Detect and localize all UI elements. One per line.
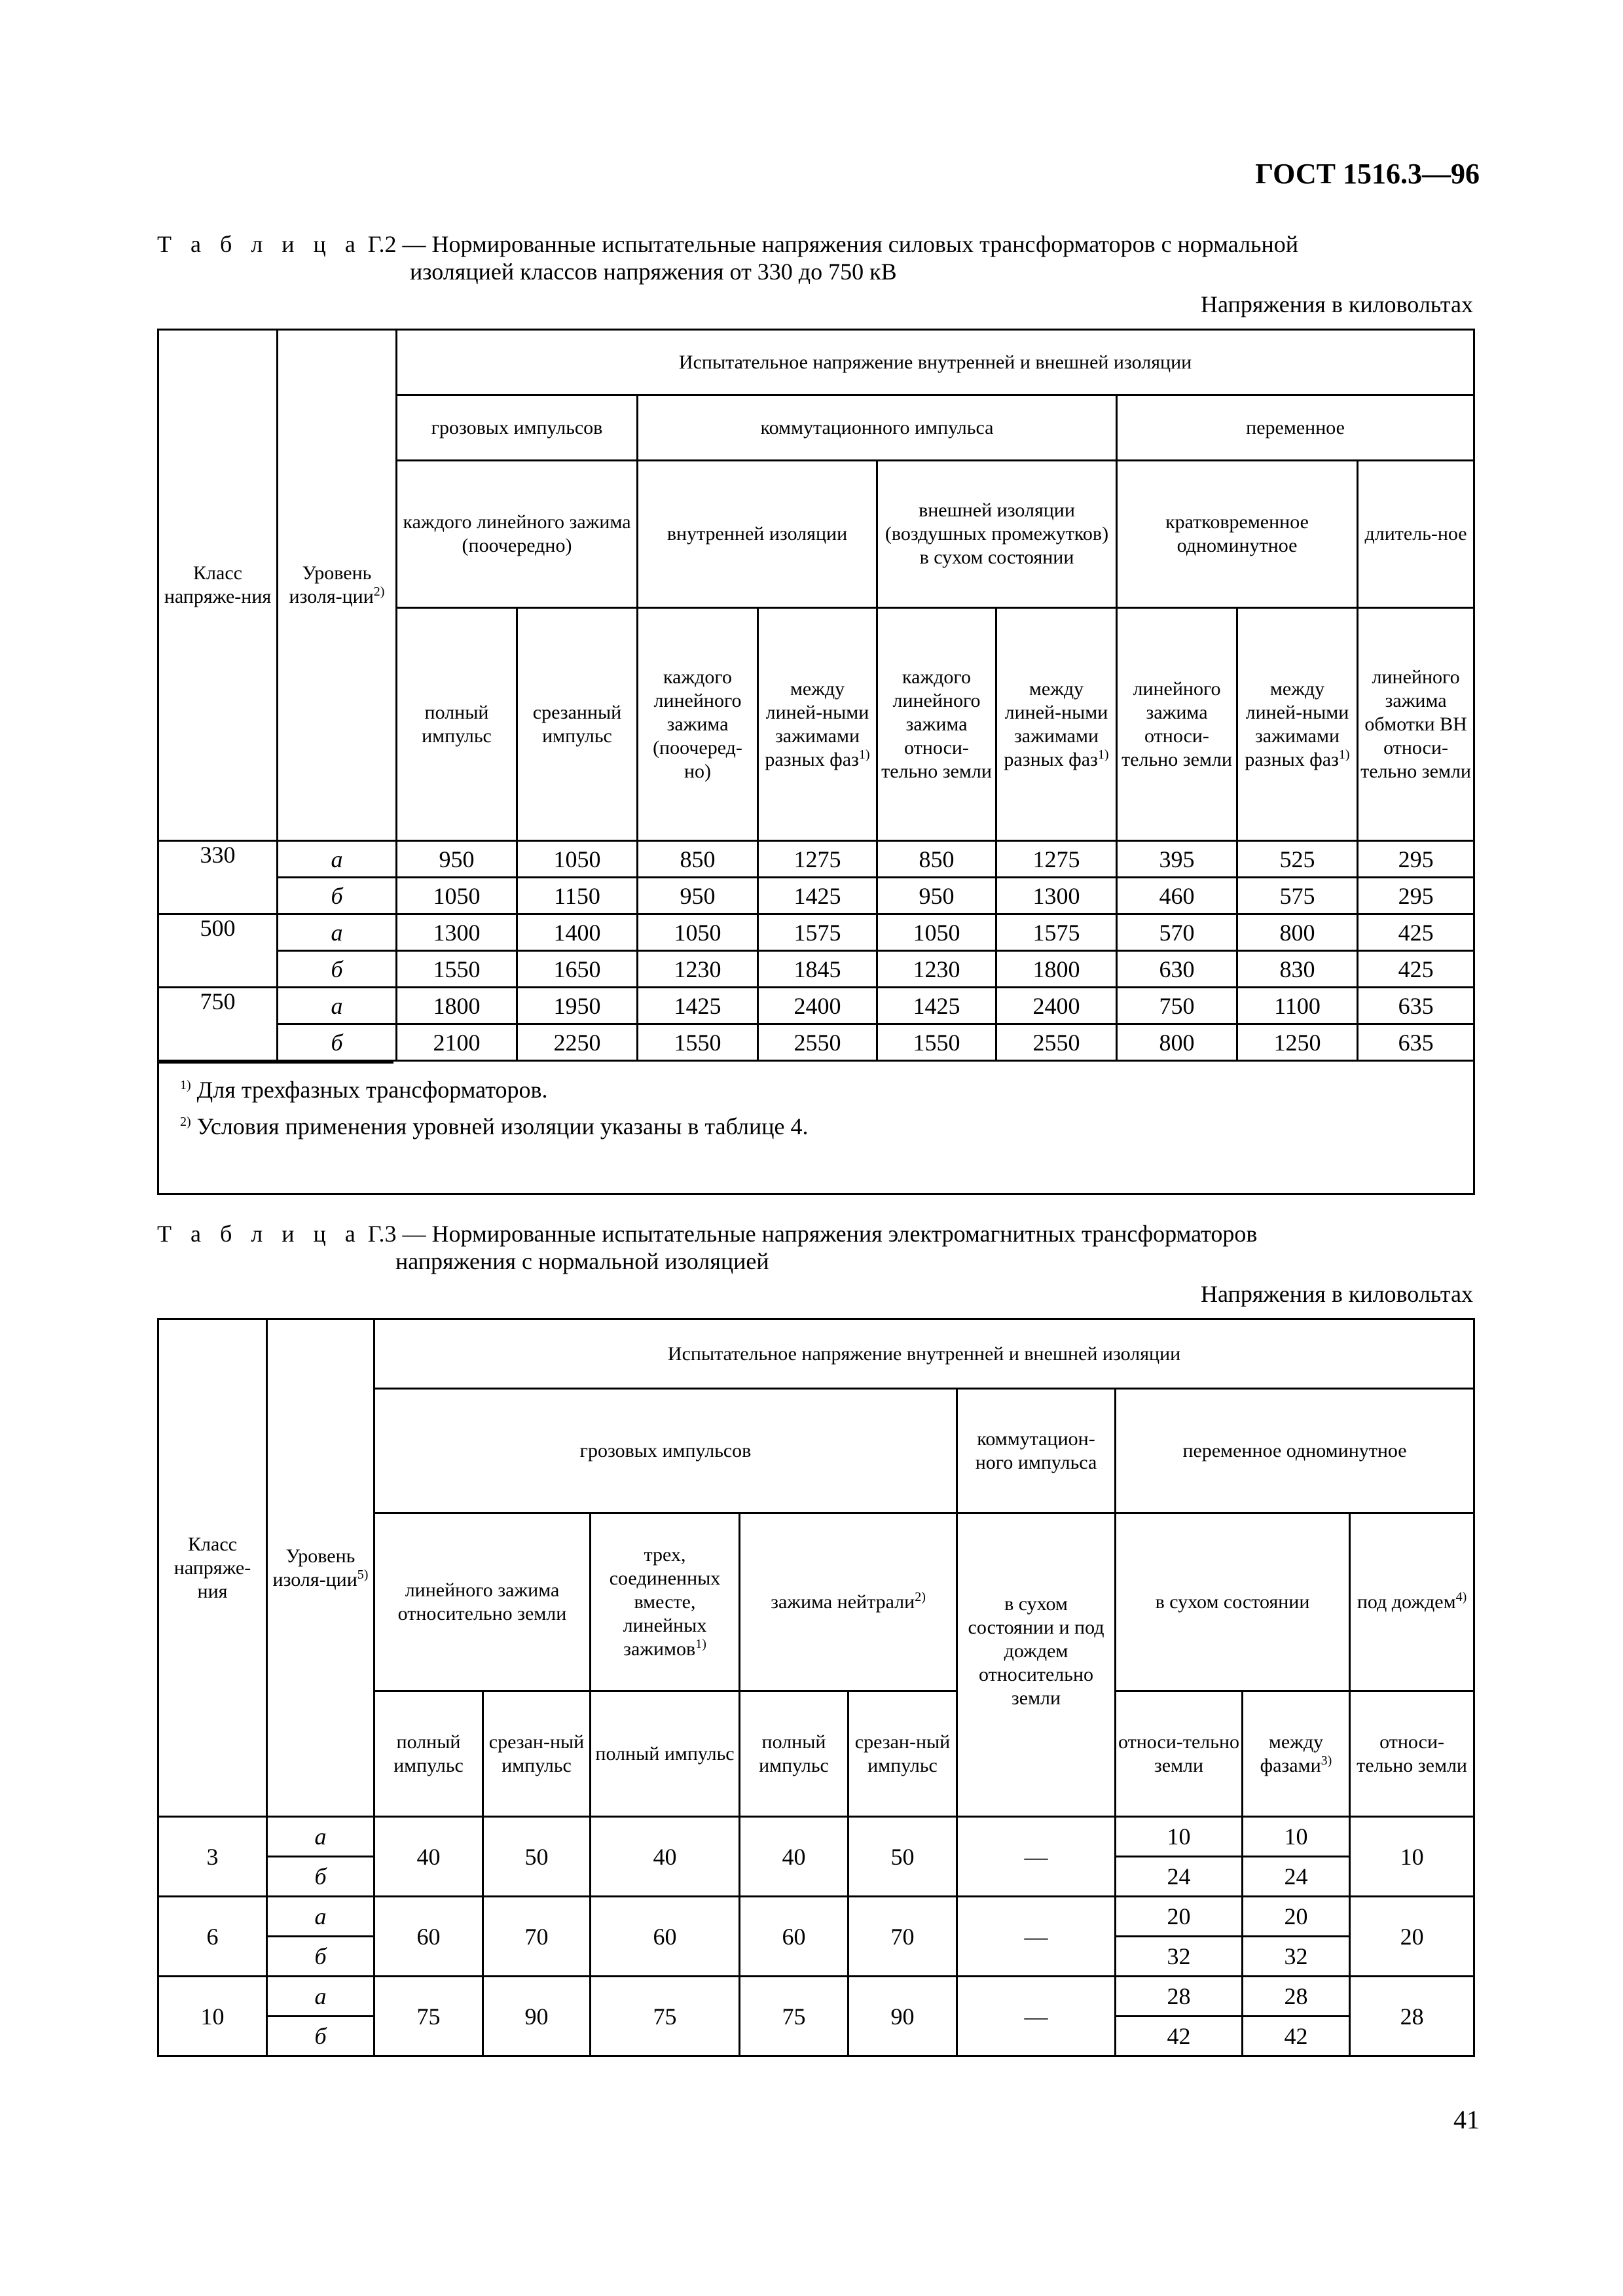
- table-row: [158, 1817, 1474, 1857]
- value-cell: 950: [638, 878, 758, 914]
- table-g2-caption-line1: Т а б л и ц а Г.2 — Нормированные испытательные напряжения силовых трансформаторов с нормальной: [157, 231, 1299, 257]
- value-cell: 60: [374, 1897, 483, 1977]
- table-g2-col-external-phases: между линей-ными зажимами разных фаз$^{1)}$: [996, 608, 1117, 841]
- value-cell: 570: [1117, 914, 1237, 951]
- value-cell: 1050: [397, 878, 517, 914]
- footnote-2: $^{2)}$ Условия применения уровней изоляции указаны в таблице 4.: [180, 1113, 809, 1139]
- table-row: [158, 914, 1474, 951]
- value-cell: 2400: [758, 988, 877, 1024]
- value-cell: 630: [1117, 951, 1237, 988]
- value-cell: 295: [1358, 841, 1474, 878]
- table-g3-label: Т а б л и ц а: [157, 1221, 362, 1247]
- class-cell: 500: [158, 914, 278, 988]
- table-g2-units: Напряжения в киловольтах: [1201, 291, 1473, 317]
- table-g3-col-neutral-full: полный импульс: [740, 1691, 848, 1817]
- table-g2-caption-line2: изоляцией классов напряжения от 330 до 750 кВ: [410, 259, 897, 285]
- value-cell: 50: [848, 1817, 957, 1897]
- level-cell: б: [278, 951, 397, 988]
- value-cell: 295: [1358, 878, 1474, 914]
- value-cell: 60: [591, 1897, 740, 1977]
- value-cell: 20: [1350, 1897, 1474, 1977]
- table-g3-caption-line2: напряжения с нормальной изоляцией: [395, 1248, 769, 1274]
- footnote-1: $^{1)}$ Для трехфазных трансформаторов.: [180, 1077, 548, 1103]
- value-cell: 425: [1358, 914, 1474, 951]
- table-g2-col-short-ground: линейного зажима относи-тельно земли: [1117, 608, 1237, 841]
- value-cell: 75: [374, 1977, 483, 2056]
- table-g3-col-three-full: полный импульс: [591, 1691, 740, 1817]
- table-g2-header-each-line: каждого линейного зажима (поочередно): [397, 461, 638, 608]
- value-cell: 20: [1116, 1897, 1243, 1937]
- table-g3-header-three-joined: трех, соединенных вместе, линейных зажимов$^{1)}$: [591, 1513, 740, 1691]
- level-cell: б: [267, 1937, 374, 1977]
- table-g2-header-external: внешней изоляции (воздушных промежутков) в сухом состоянии: [877, 461, 1117, 608]
- table-g3-header-neutral: зажима нейтрали$^{2)}$: [740, 1513, 957, 1691]
- class-cell: 750: [158, 988, 278, 1061]
- value-cell: 1650: [517, 951, 638, 988]
- value-cell: 28: [1243, 1977, 1350, 2017]
- value-cell: 32: [1243, 1937, 1350, 1977]
- value-cell: 20: [1243, 1897, 1350, 1937]
- value-cell: 1950: [517, 988, 638, 1024]
- value-cell: —: [957, 1977, 1116, 2056]
- value-cell: 1050: [638, 914, 758, 951]
- value-cell: 1050: [517, 841, 638, 878]
- table-g3-col-chopped: срезан-ный импульс: [483, 1691, 591, 1817]
- value-cell: 750: [1117, 988, 1237, 1024]
- value-cell: 28: [1350, 1977, 1474, 2056]
- table-g2-col-internal-phases: между линей-ными зажимами разных фаз$^{1)}$: [758, 608, 877, 841]
- value-cell: 575: [1237, 878, 1358, 914]
- table-g3-col-dry-phases: между фазами$^{3)}$: [1243, 1691, 1350, 1817]
- value-cell: 950: [877, 878, 996, 914]
- value-cell: 1550: [877, 1024, 996, 1061]
- level-cell: а: [278, 841, 397, 878]
- table-row: [158, 951, 1474, 988]
- value-cell: 10: [1116, 1817, 1243, 1857]
- value-cell: 1425: [758, 878, 877, 914]
- document-code: ГОСТ 1516.3—96: [1255, 158, 1480, 190]
- value-cell: 1400: [517, 914, 638, 951]
- value-cell: 635: [1358, 1024, 1474, 1061]
- table-g2-header-level: Уровень изоля-ции$^{2)}$: [278, 330, 397, 841]
- value-cell: 1575: [758, 914, 877, 951]
- table-row: [158, 1977, 1474, 2017]
- value-cell: 42: [1243, 2017, 1350, 2056]
- table-g2-col-external-each: каждого линейного зажима относи-тельно земли: [877, 608, 996, 841]
- table-g2-footnotes: [158, 1061, 1474, 1194]
- table-g2-header-lightning: грозовых импульсов: [397, 395, 638, 461]
- value-cell: 830: [1237, 951, 1358, 988]
- value-cell: 70: [483, 1897, 591, 1977]
- table-g3-col-rain-ground: относи-тельно земли: [1350, 1691, 1474, 1817]
- level-cell: а: [267, 1977, 374, 2017]
- value-cell: 1275: [996, 841, 1117, 878]
- value-cell: 800: [1237, 914, 1358, 951]
- table-g2-header-test-voltage: Испытательное напряжение внутренней и внешней изоляции: [397, 330, 1474, 395]
- value-cell: 950: [397, 841, 517, 878]
- level-cell: а: [267, 1897, 374, 1937]
- value-cell: 460: [1117, 878, 1237, 914]
- class-cell: 3: [158, 1817, 267, 1897]
- level-cell: а: [278, 914, 397, 951]
- value-cell: 24: [1243, 1857, 1350, 1897]
- value-cell: 90: [848, 1977, 957, 2056]
- level-cell: б: [278, 1024, 397, 1061]
- value-cell: —: [957, 1817, 1116, 1897]
- class-cell: 6: [158, 1897, 267, 1977]
- table-row: [158, 1024, 1474, 1061]
- value-cell: 850: [638, 841, 758, 878]
- level-cell: б: [267, 2017, 374, 2056]
- value-cell: 850: [877, 841, 996, 878]
- value-cell: 1100: [1237, 988, 1358, 1024]
- value-cell: 2550: [758, 1024, 877, 1061]
- table-g2-header-ac: переменное: [1117, 395, 1474, 461]
- table-g2-col-chopped-impulse: срезанный импульс: [517, 608, 638, 841]
- value-cell: 1575: [996, 914, 1117, 951]
- level-cell: б: [267, 1857, 374, 1897]
- table-g3-col-dry-ground: относи-тельно земли: [1116, 1691, 1243, 1817]
- table-g2-col-long-ground: линейного зажима обмотки ВН относи-тельно земли: [1358, 608, 1474, 841]
- table-g3-header-line-ground: линейного зажима относительно земли: [374, 1513, 591, 1691]
- table-g3-header-level: Уровень изоля-ции$^{5)}$: [267, 1319, 374, 1817]
- value-cell: 1800: [397, 988, 517, 1024]
- table-g3-header-ac: переменное одноминутное: [1116, 1389, 1474, 1513]
- table-g3-header-lightning: грозовых импульсов: [374, 1389, 957, 1513]
- value-cell: 32: [1116, 1937, 1243, 1977]
- table-row: [158, 841, 1474, 878]
- table-g2-header-switching: коммутационного импульса: [638, 395, 1117, 461]
- value-cell: 40: [374, 1817, 483, 1897]
- value-cell: 75: [591, 1977, 740, 2056]
- table-g3-header-dry: в сухом состоянии: [1116, 1513, 1350, 1691]
- value-cell: 1550: [638, 1024, 758, 1061]
- value-cell: 1230: [638, 951, 758, 988]
- value-cell: 425: [1358, 951, 1474, 988]
- value-cell: 24: [1116, 1857, 1243, 1897]
- value-cell: 1800: [996, 951, 1117, 988]
- value-cell: 1425: [877, 988, 996, 1024]
- table-g2-header-class: Класс напряже-ния: [158, 330, 278, 841]
- value-cell: 90: [483, 1977, 591, 2056]
- table-row: [158, 988, 1474, 1024]
- value-cell: 2400: [996, 988, 1117, 1024]
- value-cell: 2100: [397, 1024, 517, 1061]
- table-g2-header-internal: внутренней изоляции: [638, 461, 877, 608]
- value-cell: 70: [848, 1897, 957, 1977]
- value-cell: 2550: [996, 1024, 1117, 1061]
- value-cell: 1050: [877, 914, 996, 951]
- value-cell: 1425: [638, 988, 758, 1024]
- value-cell: 42: [1116, 2017, 1243, 2056]
- value-cell: —: [957, 1897, 1116, 1977]
- table-g3-caption: [157, 1220, 1486, 1275]
- value-cell: 40: [591, 1817, 740, 1897]
- value-cell: 1550: [397, 951, 517, 988]
- value-cell: 2250: [517, 1024, 638, 1061]
- table-g2-label: Т а б л и ц а: [157, 231, 362, 257]
- value-cell: 10: [1243, 1817, 1350, 1857]
- class-cell: 330: [158, 841, 278, 914]
- value-cell: 1250: [1237, 1024, 1358, 1061]
- table-g3-header-rain: под дождем$^{4)}$: [1350, 1513, 1474, 1691]
- table-g2-col-internal-each: каждого линейного зажима (поочеред-но): [638, 608, 758, 841]
- level-cell: б: [278, 878, 397, 914]
- value-cell: 1845: [758, 951, 877, 988]
- table-row: [158, 1897, 1474, 1937]
- value-cell: 1150: [517, 878, 638, 914]
- value-cell: 50: [483, 1817, 591, 1897]
- level-cell: а: [267, 1817, 374, 1857]
- value-cell: 28: [1116, 1977, 1243, 2017]
- table-g2-col-full-impulse: полный импульс: [397, 608, 517, 841]
- table-g3-col-neutral-chopped: срезан-ный импульс: [848, 1691, 957, 1817]
- table-g3-col-full: полный импульс: [374, 1691, 483, 1817]
- value-cell: 75: [740, 1977, 848, 2056]
- footnote-separator: [159, 1062, 393, 1071]
- table-g2-col-short-phases: между линей-ными зажимами разных фаз$^{1)}$: [1237, 608, 1358, 841]
- value-cell: 1275: [758, 841, 877, 878]
- table-g2-header-short-term: кратковременное одноминутное: [1117, 461, 1358, 608]
- table-g3-header-switching: коммутацион-ного импульса: [957, 1389, 1116, 1513]
- value-cell: 1230: [877, 951, 996, 988]
- value-cell: 800: [1117, 1024, 1237, 1061]
- value-cell: 10: [1350, 1817, 1474, 1897]
- table-g2-header-long-term: длитель-ное: [1358, 461, 1474, 608]
- value-cell: 395: [1117, 841, 1237, 878]
- table-g3: [157, 1318, 1475, 2057]
- page-number: 41: [1453, 2105, 1480, 2134]
- level-cell: а: [278, 988, 397, 1024]
- table-g3-header-class: Класс напряже-ния: [158, 1319, 267, 1817]
- table-g2: [157, 329, 1475, 1195]
- value-cell: 1300: [397, 914, 517, 951]
- class-cell: 10: [158, 1977, 267, 2056]
- table-g3-units: Напряжения в киловольтах: [1201, 1281, 1473, 1307]
- table-g3-caption-line1: Т а б л и ц а Г.3 — Нормированные испытательные напряжения электромагнитных трансформаторов: [157, 1221, 1258, 1247]
- table-g3-header-dry-rain: в сухом состоянии и под дождем относительно земли: [957, 1513, 1116, 1817]
- table-row: [158, 878, 1474, 914]
- value-cell: 40: [740, 1817, 848, 1897]
- value-cell: 1300: [996, 878, 1117, 914]
- value-cell: 60: [740, 1897, 848, 1977]
- value-cell: 525: [1237, 841, 1358, 878]
- table-g2-caption: [157, 230, 1486, 285]
- table-g3-header-test-voltage: Испытательное напряжение внутренней и внешней изоляции: [374, 1319, 1474, 1389]
- value-cell: 635: [1358, 988, 1474, 1024]
